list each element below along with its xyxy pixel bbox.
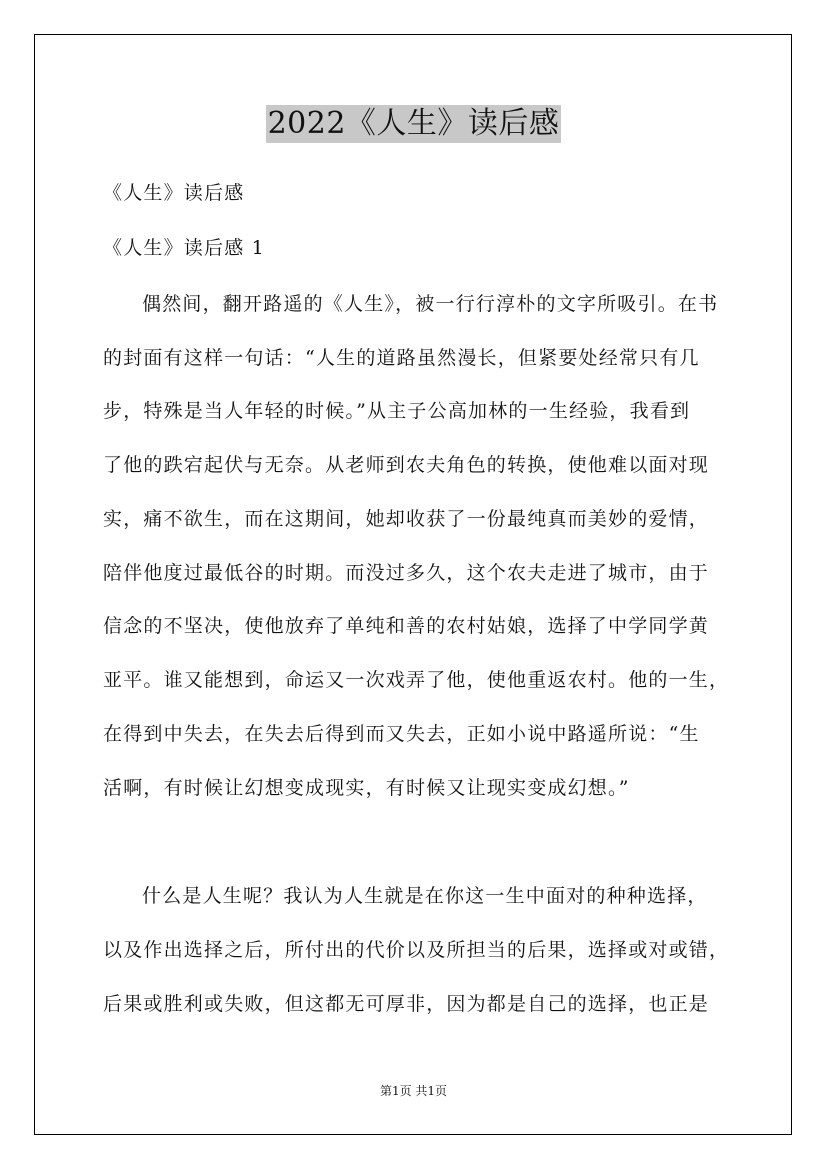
page-number-footer: 第1页 共1页 <box>379 1084 448 1098</box>
paragraph-2-line-2: 以及作出选择之后，所付出的代价以及所担当的后果，选择或对或错， <box>103 939 730 961</box>
paragraph-1-line-3: 步，特殊是当人年轻的时候。”从主子公高加林的一生经验，我看到 <box>103 400 691 422</box>
document-title-container <box>0 103 827 143</box>
paragraph-1-line-10: 活啊，有时候让幻想变成现实，有时候又让现实变成幻想。” <box>103 777 630 799</box>
paragraph-1-line-7: 信念的不坚决，使他放弃了单纯和善的农村姑娘，选择了中学同学黄 <box>103 615 710 637</box>
paragraph-2-line-1: 什么是人生呢？我认为人生就是在你这一生中面对的种种选择， <box>142 885 708 907</box>
paragraph-1-line-5: 实，痛不欲生，而在这期间，她却收获了一份最纯真而美妙的爱情， <box>103 508 710 530</box>
section-heading: 《人生》读后感 1 <box>103 237 265 259</box>
document-title: 2022《人生》读后感 <box>267 106 560 141</box>
paragraph-1-line-8: 亚平。谁又能想到，命运又一次戏弄了他，使他重返农村。他的一生， <box>103 669 730 691</box>
paragraph-1-line-2: 的封面有这样一句话：“人生的道路虽然漫长，但紧要处经常只有几 <box>103 347 700 369</box>
paragraph-2-line-3: 后果或胜利或失败，但这都无可厚非，因为都是自己的选择，也正是 <box>103 993 710 1015</box>
document-subtitle: 《人生》读后感 <box>103 182 245 204</box>
paragraph-1-line-9: 在得到中失去，在失去后得到而又失去，正如小说中路遥所说：“生 <box>103 723 700 745</box>
paragraph-1-line-4: 了他的跌宕起伏与无奈。从老师到农夫角色的转换，使他难以面对现 <box>103 454 710 476</box>
paragraph-1-line-1: 偶然间，翻开路遥的《人生》，被一行行淳朴的文字所吸引。在书 <box>142 293 719 315</box>
paragraph-1-line-6: 陪伴他度过最低谷的时期。而没过多久，这个农夫走进了城市，由于 <box>103 562 710 584</box>
